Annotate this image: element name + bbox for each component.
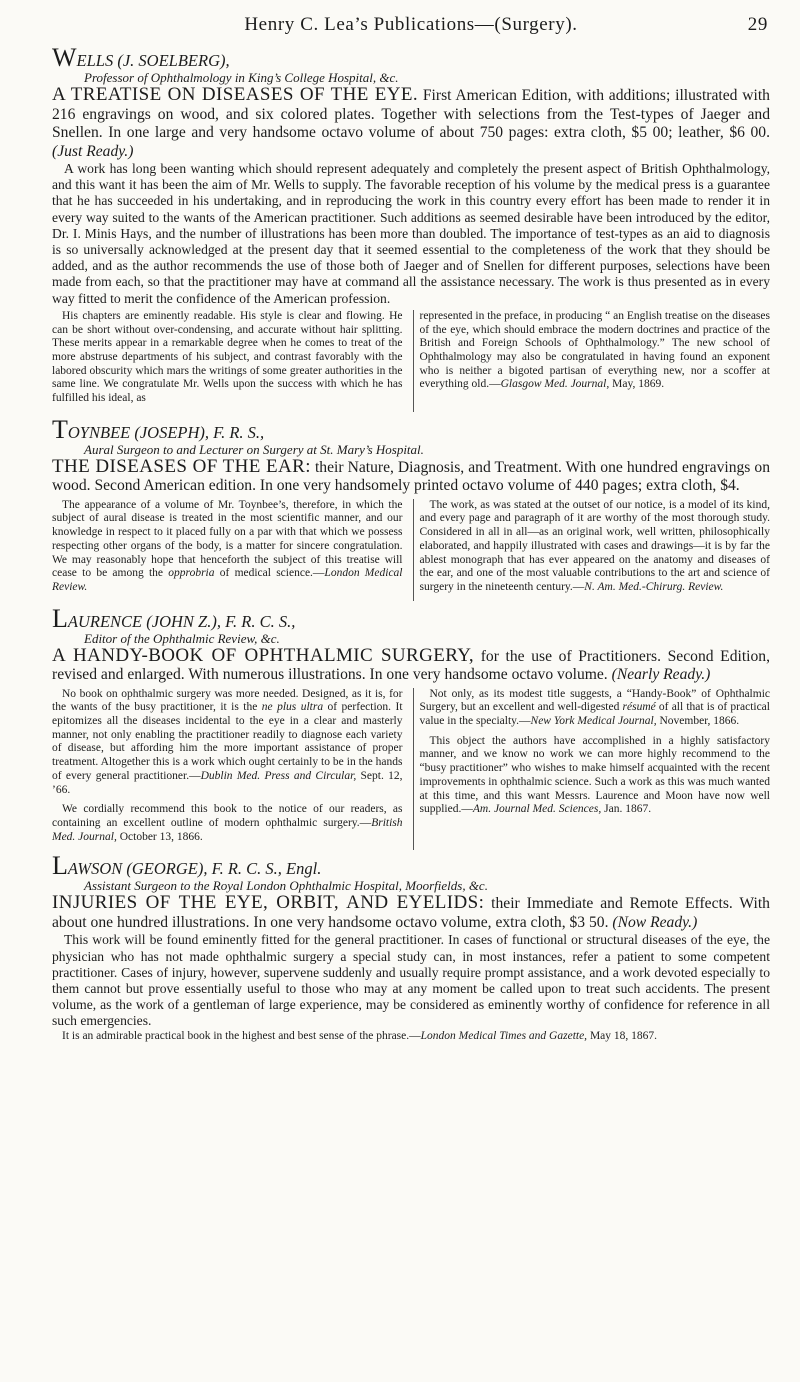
description-paragraph: This work will be found eminently fitted for the general practitioner. In cases of functional or structural diseases of the eye, the physician who has not made ophthalmic surgery a special study can, in most instances, refer a patient to some competent practitioner. Cases of injury, however, supervene suddenly and usually require prompt assistance, and a work devoted especially to them cannot but prove essentially useful to those who may at any moment be called upon to treat such accidents. The present volume, as the work of a gentleman of large experience, may be considered as eminently worthy of confidence for reference in all such emergencies. (52, 932, 770, 1029)
quote-italic: ne plus ultra (261, 701, 324, 714)
author-subtitle: Professor of Ophthalmology in King’s College Hospital, &c. (84, 70, 399, 85)
description-paragraph: A work has long been wanting which should represent adequately and completely the present aspect of British Ophthalmology, and this want it has been the aim of Mr. Wells to supply. The favorable reception of his volume by the medical press is a guarantee that he has succeeded in his undertaking, and in reproducing the work in this country every effort has been made to render it in every way suited to the wants of the American practitioner. Such additions as seemed desirable have been introduced by the editor, Dr. I. Minis Hays, and the number of illustrations has been more than doubled. The importance of test-types as an aid to diagnosis is so universally acknowledged at the present day that it seemed essential to the completeness of the work that they should be added, and as the author recommends the use of those both of Jaeger and of Snellen for different purposes, selections have been made from each, so that the practitioner may have at command all the assistance necessary. The work is thus presented as in every way fitted to merit the confidence of the American profession. (52, 161, 770, 306)
page-number: 29 (747, 14, 768, 35)
quote-source: Am. Journal Med. Sciences, (472, 803, 602, 816)
book-details: First American Edition, with additions; illustrated with 216 engravings on wood, and six colored plates. Together with selections from the Test-types of Jaeger and Snellen. In one large and very handsome octavo volume of about 750 pages: extra cloth, $5 00; leather, $6 00. (52, 87, 770, 141)
author-name: AURENCE (JOHN Z.), F. R. C. S., (67, 611, 296, 631)
drop-initial: T (52, 414, 68, 444)
review-quote (52, 803, 403, 844)
review-column-left (52, 310, 403, 412)
quote-text: Not only, as its modest title suggests, a “Handy-Book” of Ophthalmic Surgery, but an excellent and well-digested (419, 687, 770, 714)
review-quote (420, 499, 771, 595)
quote-italic: résumé (622, 701, 656, 714)
author-heading (52, 414, 770, 444)
book-title-main: INJURIES OF THE EYE, ORBIT, AND EYELIDS: (52, 892, 485, 914)
review-quote (420, 310, 771, 392)
quote-text: This object the authors have accomplished in a highly satisfactory manner, and we know no work we can more highly recommend to the “busy practitioner” who wishes to make himself acquainted with the recent improvements in ophthalmic science. Such a work as this was much wanted at this time, and this want Messrs. Laurence and Moon have now well supplied.— (419, 734, 770, 816)
drop-initial: L (52, 851, 68, 881)
review-quote (420, 688, 771, 729)
entry-wells (52, 43, 770, 412)
author-subtitle: Aural Surgeon to and Lecturer on Surgery at St. Mary’s Hospital. (84, 441, 424, 457)
quote-source: Dublin Med. Press and Circular, (200, 769, 357, 782)
book-details: their Immediate and Remote Effects. With about one hundred illustrations. In one very handsome octavo volume, extra cloth, $3 50. (52, 895, 770, 931)
availability-status: (Nearly Ready.) (611, 666, 711, 684)
author-heading (52, 851, 770, 881)
entry-lawson (52, 851, 770, 1043)
review-quote (52, 310, 403, 406)
quote-source: Glasgow Med. Journal, (500, 378, 610, 391)
quote-italic: opprobria (168, 567, 215, 580)
author-name: AWSON (GEORGE), F. R. C. S., Engl. (67, 859, 322, 879)
author-name: ELLS (J. SOELBERG), (76, 51, 230, 70)
book-title (52, 894, 770, 932)
drop-initial: W (52, 43, 77, 72)
quote-text: The appearance of a volume of Mr. Toynbee’s, therefore, in which the subject of aural disease is treated in the most scientific manner, and our knowledge in respect to it placed fully on a par with that which we possess respecting other organs of the body, is a matter for sincere congratulation. We may reasonably hope that henceforth the subject of this treatise will cease to be among the (52, 498, 403, 580)
review-column-right (413, 310, 771, 412)
review-quote (420, 735, 771, 817)
review-column-right (413, 499, 771, 601)
quote-date: Sept. 12, ’66. (52, 769, 403, 796)
entry-toynbee (52, 414, 770, 601)
quote-text: of perfection. It epitomizes all the diseases incidental to the eye in a clear and masterly manner, not only enabling the practitioner readily to diagnose each variety of disease, but affording him the more important assistance of proper treatment. Altogether this is a work which ought certainly to be in the hands of every general practitioner.— (52, 701, 403, 782)
review-columns (52, 499, 770, 601)
review-columns (52, 310, 770, 412)
book-title-main: THE DISEASES OF THE EAR: (52, 455, 311, 477)
quote-date: October 13, 1866. (116, 830, 203, 843)
review-quote (52, 1030, 770, 1044)
quote-date: Jan. 1867. (601, 803, 652, 816)
drop-initial: L (52, 603, 68, 633)
review-column-right (413, 688, 771, 851)
quote-source: New York Medical Journal, (530, 715, 657, 728)
quote-text: It is an admirable practical book in the highest and best sense of the phrase.— (62, 1029, 421, 1042)
quote-source: N. Am. Med.-Chirurg. Review. (584, 580, 724, 593)
header-title: Henry C. Lea’s Publications—(Surgery). (244, 14, 578, 35)
quote-source: London Medical Times and Gazette, (420, 1029, 588, 1042)
book-title (52, 644, 770, 685)
book-title-main: A HANDY-BOOK OF OPHTHALMIC SURGERY, (52, 644, 475, 666)
entry-laurence (52, 603, 770, 851)
book-title (52, 455, 770, 496)
review-quote (52, 688, 403, 798)
quote-source: London Medical Review. (52, 567, 403, 593)
availability-status: (Just Ready.) (52, 142, 134, 160)
author-heading (52, 43, 770, 72)
author-subtitle: Assistant Surgeon to the Royal London Ophthalmic Hospital, Moorfields, &c. (84, 878, 488, 894)
quote-text: of medical science.— (214, 567, 325, 580)
availability-status: (Now Ready.) (612, 913, 698, 931)
running-header (52, 0, 770, 44)
book-title (52, 86, 770, 161)
review-column-left (52, 688, 403, 851)
review-column-left (52, 499, 403, 601)
quote-text: No book on ophthalmic surgery was more needed. Designed, as it is, for the wants of the busy practitioner, it is the (52, 687, 403, 714)
quote-text: The work, as was stated at the outset of our notice, is a model of its kind, and every page and paragraph of it are worthy of the most thorough study. Considered in all in all—as an original work, well written, philosophically elaborated, and happily illustrated with cases and drawings—it is by far the ablest monograph that has ever appeared on the anatomy and diseases of the ear, and one of the most valuable contributions to the art and science of surgery in the nineteenth century.— (419, 498, 770, 593)
author-subtitle: Editor of the Ophthalmic Review, &c. (84, 630, 280, 646)
quote-text: of all that is of practical value in the specialty.— (419, 701, 770, 728)
quote-date: November, 1866. (656, 715, 740, 728)
quote-date: May, 1869. (609, 378, 665, 391)
quote-text: represented in the preface, in producing “ an English treatise on the diseases of the eye, which should embrace the modern doctrines and practice of the British and Foreign Schools of Ophthalmology.” The new school of Ophthalmology may also be congratulated in having found an exponent who is neither a bigoted partisan of everything new, nor a scoffer at everything old.— (419, 309, 770, 391)
review-quote (52, 499, 403, 595)
quote-date: May 18, 1867. (587, 1029, 658, 1042)
review-columns (52, 688, 770, 851)
quote-source: British Med. Journal, (52, 817, 403, 843)
quote-text: His chapters are eminently readable. His style is clear and flowing. He can be short without over-condensing, and accurate without hair splitting. These merits appear in a remarkable degree when he comes to treat of the more abstruse departments of his subject, and contrast favorably with the labored obscurity which mars the writings of some greater authorities in the same line. We congratulate Mr. Wells upon the success with which he has fulfilled his ideal, as (52, 309, 403, 405)
author-name: OYNBEE (JOSEPH), F. R. S., (67, 422, 265, 442)
book-title-main: A TREATISE ON DISEASES OF THE EYE. (52, 84, 419, 105)
author-heading (52, 603, 770, 633)
book-details: their Nature, Diagnosis, and Treatment. With one hundred engravings on wood. Second American edition. In one very handsomely printed octavo volume of 440 pages; extra cloth, $4. (52, 458, 770, 495)
quote-text: We cordially recommend this book to the notice of our readers, as containing an excellent outline of modern ophthalmic surgery.— (52, 803, 403, 829)
book-details: for the use of Practitioners. Second Edition, revised and enlarged. With numerous illustrations. In one very handsome octavo volume. (52, 647, 770, 684)
